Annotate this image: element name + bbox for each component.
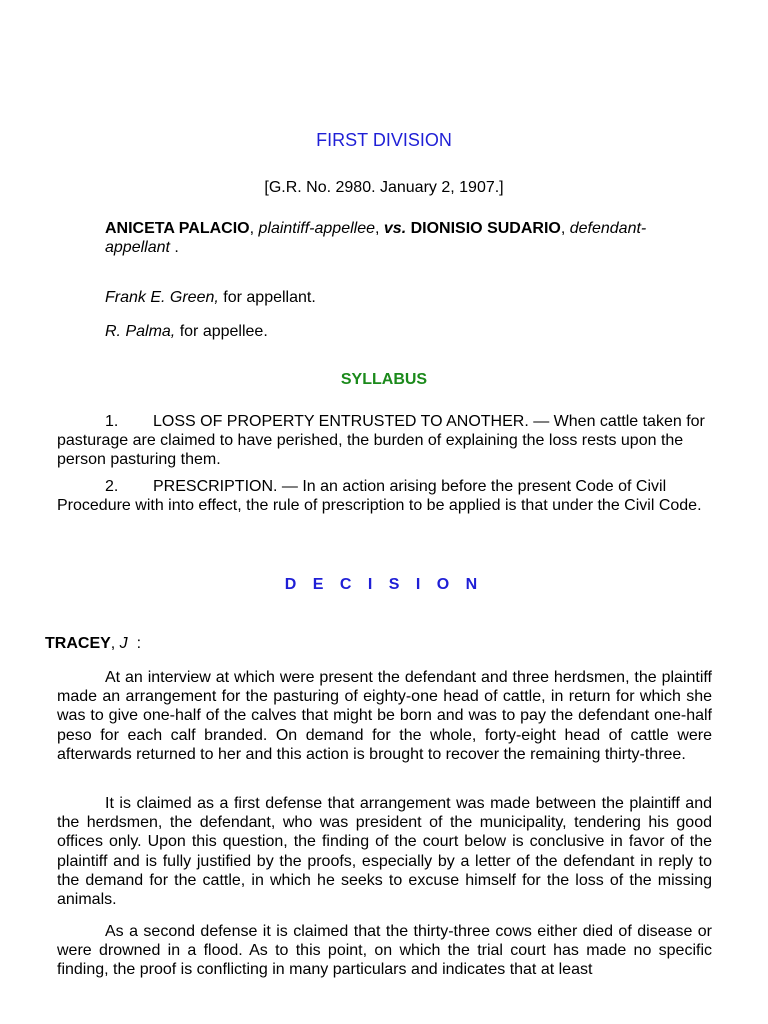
- plaintiff-role: plaintiff-appellee: [258, 220, 376, 237]
- decision-paragraph: It is claimed as a first defense that arrangement was made between the plaintiff and the herdsmen, the defendant, who was president of the municipality, tendering his good offices only. Upon this question, the finding of the court below is conclusive in favor of the plaintiff and is fully justified by the proofs, especially by a letter of the defendant in reply to the demand for the cattle, in which he seeks to excuse himself for the loss of the missing animals.: [57, 795, 712, 909]
- counsel-role: for appellant.: [223, 289, 316, 306]
- case-parties: ANICETA PALACIO, plaintiff-appellee, vs. DIONISIO SUDARIO, defendant-appellant .: [105, 220, 647, 257]
- counsel-appellant: [105, 288, 316, 307]
- syllabus-item-text: LOSS OF PROPERTY ENTRUSTED TO ANOTHER. — When cattle taken for pasturage are claimed to have perished, the burden of explaining the loss rests upon the person pasturing them.: [57, 413, 705, 469]
- counsel-role: for appellee.: [179, 323, 268, 340]
- decision-paragraph: At an interview at which were present the defendant and three herdsmen, the plaintiff made an arrangement for the pasturing of eighty-one head of cattle, in return for which she was to give one-half of the calves that might be born and was to pay the defendant one-half peso for each calf branded. On demand for the whole, forty-eight head of cattle were afterwards returned to her and this action is brought to recover the remaining thirty-three.: [57, 669, 712, 763]
- counsel-name: R. Palma,: [105, 323, 176, 340]
- counsel-name: Frank E. Green,: [105, 289, 219, 306]
- decision-heading: D E C I S I O N: [284, 576, 484, 593]
- case-number: [G.R. No. 2980. January 2, 1907.]: [264, 179, 504, 196]
- decision-paragraph: As a second defense it is claimed that the thirty-three cows either died of disease or were drowned in a flood. As to this point, on which the trial court has made no specific finding, the proof is conflicting in many particulars and indicates that at least: [57, 923, 712, 979]
- author-name: TRACEY: [45, 635, 111, 652]
- plaintiff-name: ANICETA PALACIO: [105, 220, 250, 237]
- versus-label: vs.: [383, 220, 407, 237]
- syllabus-item: [57, 412, 714, 470]
- defendant-name: DIONISIO SUDARIO: [410, 220, 561, 237]
- syllabus-item-number: 1.: [105, 413, 119, 430]
- syllabus-item-text: PRESCRIPTION. — In an action arising before the present Code of Civil Procedure with into effect, the rule of prescription to be applied is that under the Civil Code.: [57, 478, 702, 515]
- opinion-author: TRACEY, J :: [45, 635, 142, 652]
- syllabus-heading: SYLLABUS: [340, 371, 428, 388]
- syllabus-item: [57, 477, 714, 515]
- division-heading: FIRST DIVISION: [316, 130, 452, 150]
- syllabus-item-number: 2.: [105, 478, 119, 495]
- defendant-role: defendant-appellant: [105, 220, 647, 257]
- author-suffix: J: [119, 635, 128, 652]
- counsel-appellee: [105, 322, 268, 341]
